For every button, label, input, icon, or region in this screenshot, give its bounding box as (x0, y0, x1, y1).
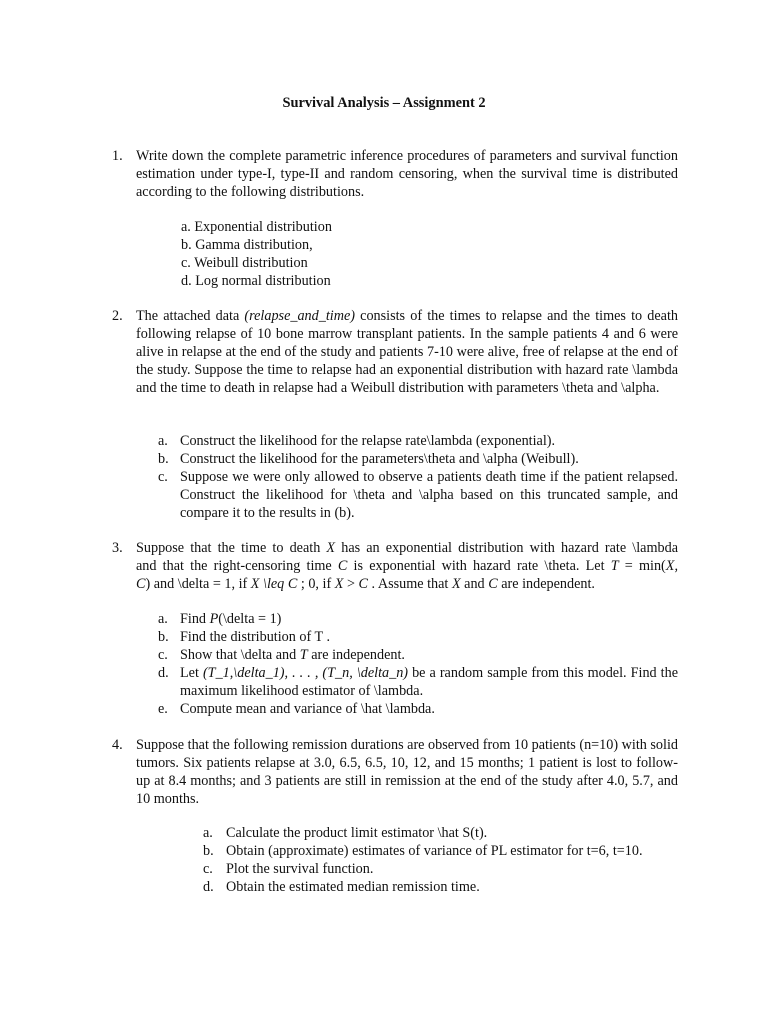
list-item: d. Let (T_1,\delta_1), . . . , (T_n, \delta_n) be a random sample from this model. Find the maximum likelihood estimator of \lambda. (158, 665, 679, 699)
list-item: a. Exponential distribution (181, 219, 332, 235)
list-item: c. Suppose we were only allowed to observe a patients death time if the patient relapsed. Construct the likelihood for \theta and \alpha based on this truncated sample, and compare it to the results in (b). (158, 469, 678, 521)
list-item: c. Plot the survival function. (203, 861, 374, 877)
list-item: b. Obtain (approximate) estimates of variance of PL estimator for t=6, t=10. (203, 843, 643, 859)
question-2-parts (158, 432, 678, 522)
question-3-parts (158, 610, 678, 718)
question-text: The attached data (relapse_and_time) consists of the times to relapse and the times to death following relapse of 10 bone marrow transplant patients. In the sample patients 4 and 6 were alive in relapse at the end of the study and patients 7-10 were alive, free of relapse at the end of the study. Suppose the time to relapse had an exponential distribution with hazard rate \lambda and the time to death in relapse had a Weibull distribution with parameters \theta and \alpha. (136, 308, 678, 396)
list-item: a. Calculate the product limit estimator \hat S(t). (203, 825, 488, 841)
question-4-parts (203, 824, 678, 896)
question-text: Suppose that the time to death X has an exponential distribution with hazard rate \lambda and that the right-censoring time C is exponential with hazard rate \theta. Let T = min(X, C) and \delta = 1, if X \leq C ; 0, if X > C . Assume that X and C are independent. (136, 540, 679, 592)
list-item: b. Gamma distribution, (181, 237, 313, 253)
question-number: 4. (112, 737, 123, 753)
list-item: b. Find the distribution of T . (158, 629, 331, 645)
page-title: Survival Analysis – Assignment 2 (282, 95, 486, 111)
question-text: Suppose that the following remission durations are observed from 10 patients (n=10) with solid tumors. Six patients relapse at 3.0, 6.5, 6.5, 10, 12, and 15 months; 1 patient is lost to follow-up at 8.4 months; and 3 patients are still in remission at the end of the study after 4.0, 5.7, and 10 months. (136, 737, 678, 807)
question-2 (112, 307, 678, 397)
list-item: c. Weibull distribution (181, 255, 308, 271)
question-text: Write down the complete parametric inference procedures of parameters and survival function estimation under type-I, type-II and random censoring, when the survival time is distributed according to the following distributions. (136, 148, 678, 200)
list-item: d. Obtain the estimated median remission time. (203, 879, 480, 895)
question-number: 1. (112, 148, 123, 164)
list-item: e. Compute mean and variance of \hat \lambda. (158, 701, 435, 717)
question-number: 2. (112, 308, 123, 324)
list-item: a. Find P(\delta = 1) (158, 611, 282, 627)
list-item: c. Show that \delta and T are independent. (158, 647, 405, 663)
question-4 (112, 736, 678, 808)
question-3 (112, 539, 678, 593)
question-1-parts (181, 218, 481, 290)
list-item: b. Construct the likelihood for the parameters\theta and \alpha (Weibull). (158, 451, 579, 467)
list-item: d. Log normal distribution (181, 273, 331, 289)
list-item: a. Construct the likelihood for the relapse rate\lambda (exponential). (158, 433, 556, 449)
question-number: 3. (112, 540, 123, 556)
question-1 (112, 147, 678, 201)
